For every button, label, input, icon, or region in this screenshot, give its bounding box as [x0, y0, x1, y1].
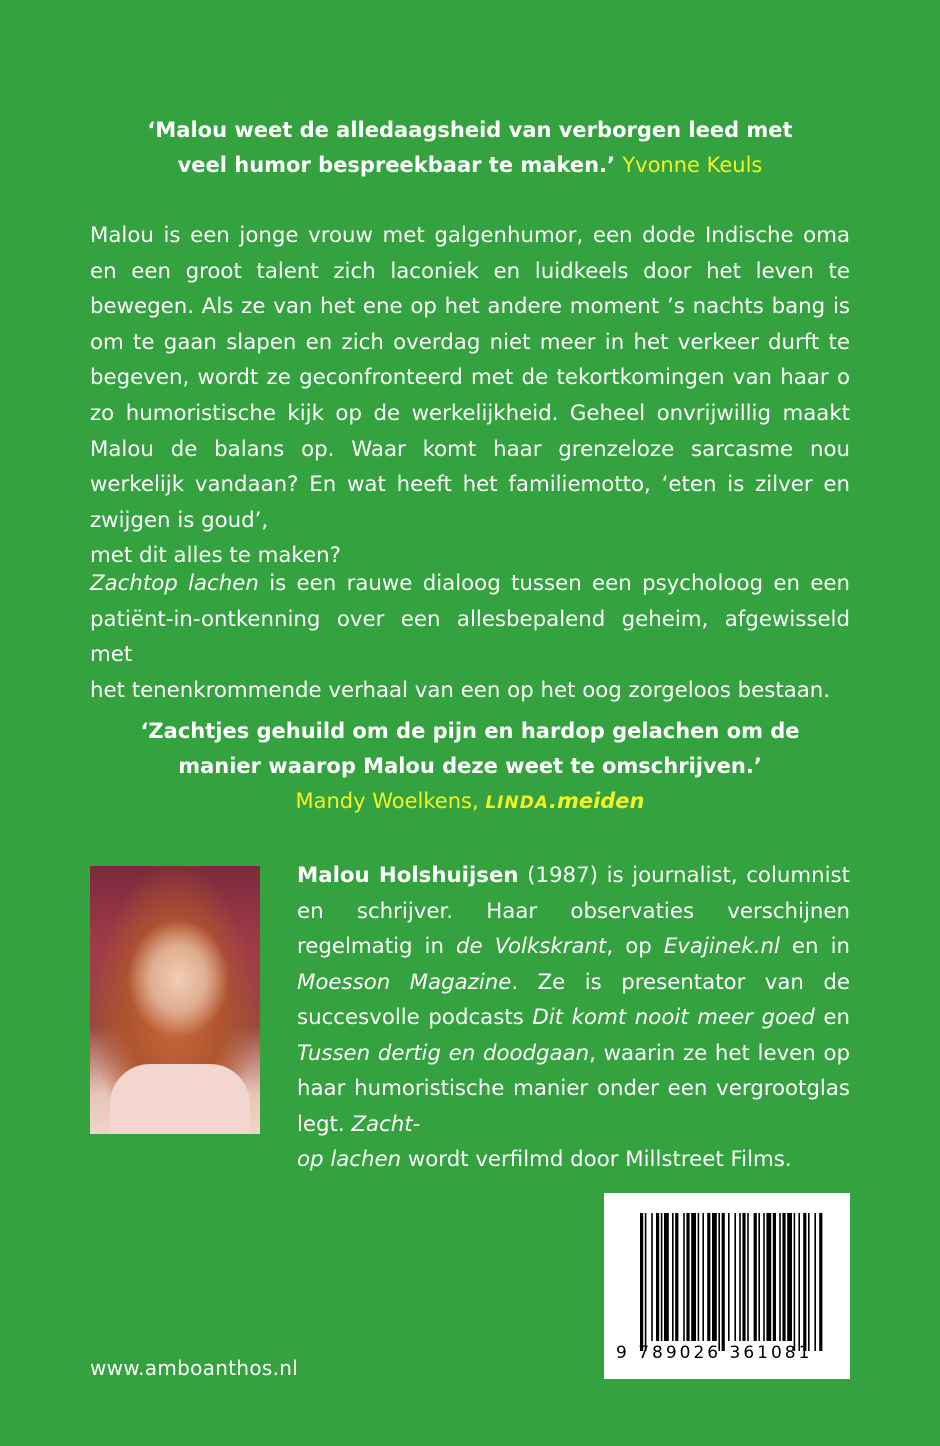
isbn-digits: 9 789026 361081: [616, 1343, 813, 1363]
barcode-bar: [739, 1213, 741, 1341]
barcode-bar: [763, 1213, 765, 1341]
barcode-bar: [718, 1213, 720, 1351]
barcode-bar: [691, 1213, 696, 1341]
podcast-title-2: Tussen dertig en doodgaan: [297, 1040, 590, 1066]
author-name: Malou Holshuijsen: [297, 863, 519, 888]
bio-text: , waarin ze het leven op haar humoristische manier onder een vergrootglas legt.: [297, 1040, 850, 1137]
barcode-bar: [651, 1213, 653, 1341]
barcode-bar: [664, 1213, 669, 1341]
author-photo: [90, 866, 260, 1134]
barcode-bar: [766, 1213, 771, 1341]
barcode-bar: [754, 1213, 757, 1341]
barcode-bar: [734, 1213, 736, 1341]
isbn-barcode: [604, 1193, 850, 1379]
barcode-bar: [742, 1213, 745, 1341]
barcode-bar: [698, 1213, 700, 1341]
barcode-bar: [819, 1213, 822, 1351]
quote-line-with-author: [90, 148, 850, 183]
publisher-website: www.amboanthos.nl: [90, 1356, 299, 1380]
review-quote-keuls: [90, 113, 850, 183]
bio-text: . Ze is presentator van de succesvolle podcasts: [297, 969, 850, 1030]
barcode-bar: [758, 1213, 760, 1341]
barcode-bar: [707, 1213, 710, 1341]
book-title: Zachtop lachen: [90, 571, 259, 596]
barcode-bar: [798, 1213, 800, 1351]
barcode-bar: [712, 1213, 717, 1341]
barcode-bar: [702, 1213, 704, 1341]
barcode-bar: [747, 1213, 749, 1341]
barcode-bar: [779, 1213, 781, 1341]
podcast-title-1: Dit komt nooit meer goed: [532, 1005, 815, 1030]
barcode-bar: [814, 1213, 816, 1351]
author-bio: [297, 858, 850, 1178]
bio-text: en: [814, 1005, 851, 1030]
quote-line: ‘Zachtjes gehuild om de pijn en hardop gelachen om de: [140, 719, 800, 743]
barcode-bar: [672, 1213, 674, 1341]
synopsis-text-last-line: het tenenkrommende verhaal van een op het oog zorgeloos bestaan.: [90, 677, 831, 703]
book-title-part-2: op lachen: [297, 1147, 402, 1172]
barcode-bar: [773, 1213, 776, 1341]
barcode-bar: [640, 1213, 643, 1351]
quote-line: ‘Malou weet de alledaagsheid van verborgen leed met: [147, 118, 793, 142]
source-meiden: .meiden: [548, 789, 645, 813]
barcode-bar: [728, 1213, 730, 1341]
bio-text: en in: [779, 934, 850, 959]
barcode-bar: [675, 1213, 678, 1341]
source-linda: LINDA: [485, 793, 549, 813]
quote-line: veel humor bespreekbaar te maken.’: [177, 153, 616, 177]
barcode-bar: [794, 1213, 796, 1351]
review-quote-woelkens: [90, 714, 850, 821]
bio-text: (1987) is journalist, columnist en schrijver. Haar observaties verschijnen regelmatig in: [297, 863, 850, 959]
quote-line: manier waarop Malou deze weet te omschrijven.’: [178, 754, 762, 778]
quote-author: Yvonne Keuls: [622, 153, 763, 177]
barcode-bar: [787, 1213, 792, 1341]
publication-evajinek: Evajinek.nl: [663, 934, 780, 959]
synopsis-paragraph-1: [90, 218, 850, 574]
barcode-bar: [722, 1213, 725, 1351]
synopsis-text-last-line: met dit alles te maken?: [90, 543, 341, 569]
barcode-bar: [808, 1213, 810, 1351]
barcode-bar: [782, 1213, 785, 1341]
bio-text: , op: [606, 934, 664, 959]
barcode-bar: [661, 1213, 663, 1341]
bio-last-line: [297, 1142, 850, 1178]
barcode-bar: [645, 1213, 647, 1351]
publication-volkskrant: de Volkskrant: [456, 934, 607, 959]
publication-moesson: Moesson Magazine: [297, 969, 512, 995]
synopsis-text: is een rauwe dialoog tussen een psycholoog en een patiënt-in-ontkenning over een allesbepalend geheim, afgewisseld met: [90, 571, 850, 668]
barcode-bar: [683, 1213, 685, 1341]
book-title-part-1: Zacht-: [351, 1111, 421, 1137]
barcode-bar: [686, 1213, 689, 1341]
barcode-bar: [656, 1213, 659, 1341]
synopsis-text: Malou is een jonge vrouw met galgenhumor, een dode Indische oma en een groot talent zich laconiek en luidkeels door het leven te bewegen. Als ze van het ene op het andere moment ’s nachts bang is om te gaan slapen en zich overdag niet meer in het verkeer durft te begeven, wordt ze geconfronteerd met de tekortkomingen van haar o zo humoristische kijk op de werkelijkheid. Geheel onvrijwillig maakt Malou de balans op. Waar komt haar grenzeloze sarcasme nou werkelijk vandaan? En wat heeft het familiemotto, ‘eten is zilver en zwijgen is goud’,: [90, 223, 850, 533]
bio-text: wordt verfilmd door Millstreet Films.: [401, 1147, 792, 1172]
synopsis-paragraph-2: [90, 566, 850, 708]
quote-author: Mandy Woelkens,: [295, 789, 479, 813]
quote-attribution: [90, 784, 850, 821]
barcode-bar: [803, 1213, 806, 1351]
